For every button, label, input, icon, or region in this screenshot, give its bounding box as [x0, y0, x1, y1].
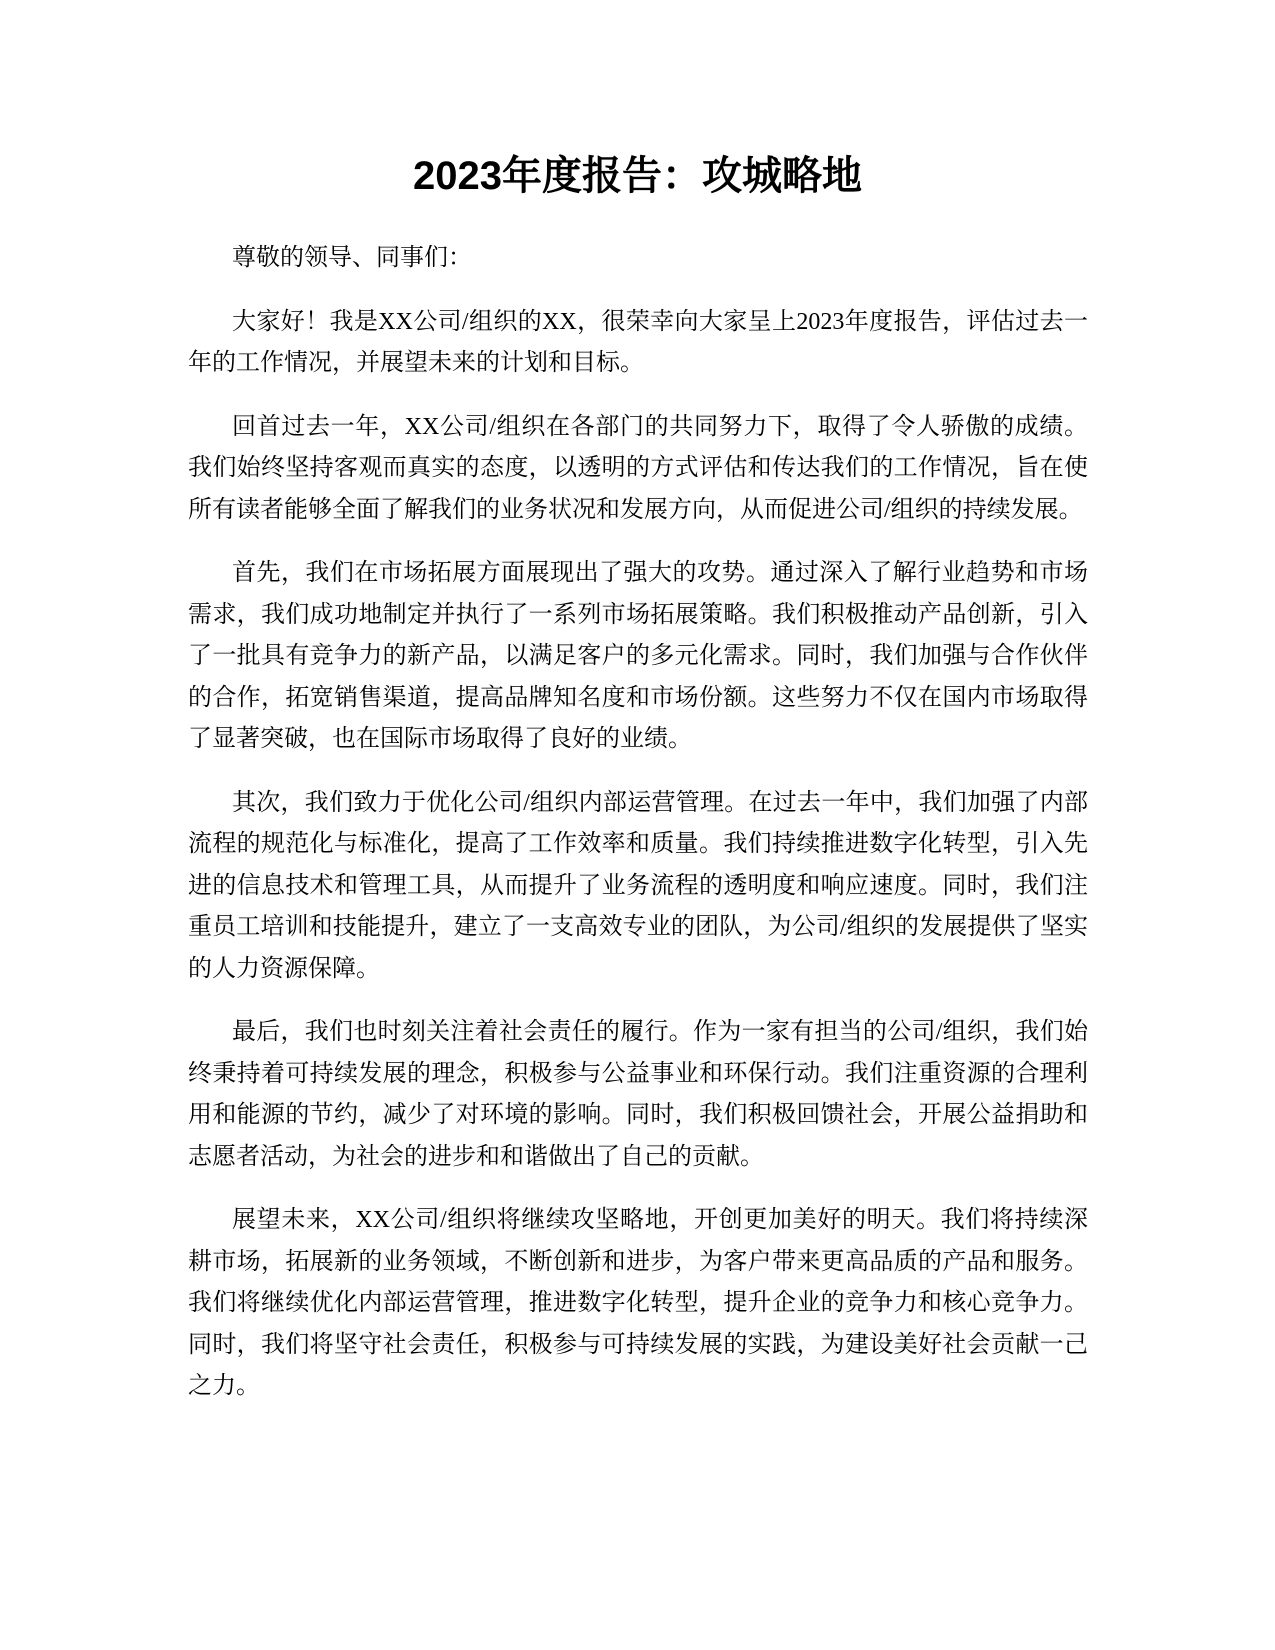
document-body	[188, 238, 1088, 1430]
paragraph-outlook: 展望未来，XX公司/组织将继续攻坚略地，开创更加美好的明天。我们将持续深耕市场，拓展新的业务领域，不断创新和进步，为客户带来更高品质的产品和服务。我们将继续优化内部运营管理，推进数字化转型，提升企业的竞争力和核心竞争力。同时，我们将坚守社会责任，积极参与可持续发展的实践，为建设美好社会贡献一己之力。	[188, 1207, 1088, 1399]
paragraph-social-responsibility: 最后，我们也时刻关注着社会责任的履行。作为一家有担当的公司/组织，我们始终秉持着可持续发展的理念，积极参与公益事业和环保行动。我们注重资源的合理利用和能源的节约，减少了对环境的影响。同时，我们积极回馈社会，开展公益捐助和志愿者活动，为社会的进步和和谐做出了自己的贡献。	[188, 1019, 1088, 1170]
paragraph-operations: 其次，我们致力于优化公司/组织内部运营管理。在过去一年中，我们加强了内部流程的规范化与标准化，提高了工作效率和质量。我们持续推进数字化转型，引入先进的信息技术和管理工具，从而提升了业务流程的透明度和响应速度。同时，我们注重员工培训和技能提升，建立了一支高效专业的团队，为公司/组织的发展提供了坚实的人力资源保障。	[188, 789, 1088, 982]
document-title: 2023年度报告：攻城略地	[413, 154, 862, 198]
salutation: 尊敬的领导、同事们：	[232, 245, 472, 271]
paragraph-greeting: 大家好！我是XX公司/组织的XX，很荣幸向大家呈上2023年度报告，评估过去一年的工作情况，并展望未来的计划和目标。	[188, 308, 1088, 376]
paragraph-market-expansion: 首先，我们在市场拓展方面展现出了强大的攻势。通过深入了解行业趋势和市场需求，我们成功地制定并执行了一系列市场拓展策略。我们积极推动产品创新，引入了一批具有竞争力的新产品，以满足客户的多元化需求。同时，我们加强与合作伙伴的合作，拓宽销售渠道，提高品牌知名度和市场份额。这些努力不仅在国内市场取得了显著突破，也在国际市场取得了良好的业绩。	[188, 560, 1088, 752]
paragraph-review: 回首过去一年，XX公司/组织在各部门的共同努力下，取得了令人骄傲的成绩。我们始终坚持客观而真实的态度，以透明的方式评估和传达我们的工作情况，旨在使所有读者能够全面了解我们的业务状况和发展方向，从而促进公司/组织的持续发展。	[188, 413, 1088, 523]
